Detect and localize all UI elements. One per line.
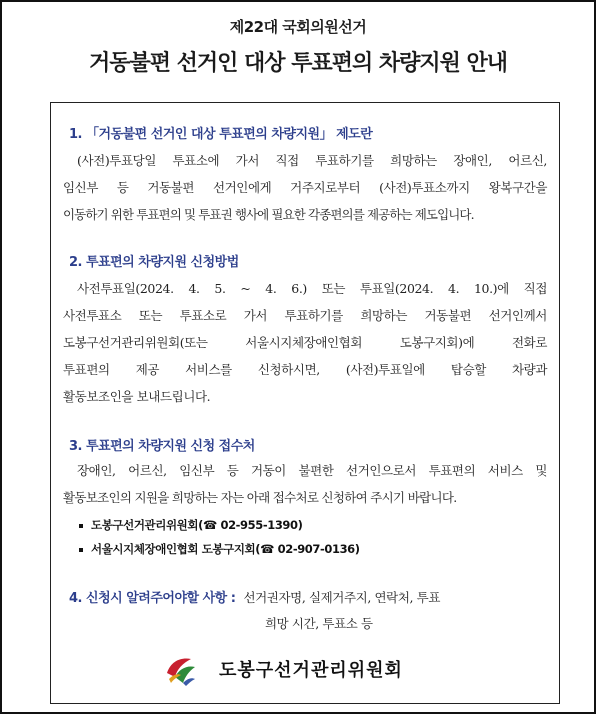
section-2-line: 활동보조인을 보내드립니다.	[63, 389, 211, 404]
election-commission-logo-icon	[161, 649, 201, 689]
bullet-square-icon	[79, 548, 83, 552]
contact-item	[79, 517, 303, 533]
section-2-line: 사전투표소 또는 투표소로 가서 투표하기를 희망하는 거동불편 선거인께서	[63, 308, 547, 323]
section-2-body	[63, 275, 547, 410]
notice-title: 거동불편 선거인 대상 투표편의 차량지원 안내	[88, 51, 508, 76]
contact-text: 서울시지체장애인협회 도봉구지회(☎ 02-907-0136)	[91, 542, 360, 556]
section-1-heading: 1. 「거동불편 선거인 대상 투표편의 차량지원」 제도란	[69, 127, 373, 142]
section-1-line: 이동하기 위한 투표편의 및 투표권 행사에 필요한 각종편의를 제공하는 제도입니다.	[63, 207, 474, 222]
organization-name: 도봉구선거관리위원회	[219, 660, 403, 681]
section-4	[69, 587, 549, 632]
section-4-value: 선거권자명, 실제거주지, 연락처, 투표	[243, 590, 441, 605]
contact-item	[79, 541, 360, 557]
section-1-body	[63, 147, 547, 228]
content-box	[50, 102, 560, 704]
section-4-heading: 4. 신청시 알려주어야할 사항 :	[69, 591, 236, 606]
contact-text: 도봉구선거관리위원회(☎ 02-955-1390)	[91, 518, 303, 532]
bullet-square-icon	[79, 524, 83, 528]
section-3-line: 장애인, 어르신, 임신부 등 거동이 불편한 선거인으로서 투표편의 서비스 및	[77, 463, 547, 478]
section-3-line: 활동보조인의 지원을 희망하는 자는 아래 접수처로 신청하여 주시기 바랍니다.	[63, 490, 457, 505]
section-3-heading: 3. 투표편의 차량지원 신청 접수처	[69, 439, 255, 454]
section-4-value-cont: 희망 시간, 투표소 등	[265, 616, 373, 631]
section-1-line: 임신부 등 거동불편 선거인에게 거주지로부터 (사전)투표소까지 왕복구간을	[63, 180, 547, 195]
section-2-line: 사전투표일(2024. 4. 5. ~ 4. 6.) 또는 투표일(2024. 4. 10.)에 직접	[77, 281, 547, 296]
section-2-heading: 2. 투표편의 차량지원 신청방법	[69, 255, 239, 270]
section-3-body	[63, 457, 547, 511]
notice-subtitle: 제22대 국회의원선거	[229, 18, 367, 36]
section-2-line: 투표편의 제공 서비스를 신청하시면, (사전)투표일에 탑승할 차량과	[63, 362, 547, 377]
section-2-line: 도봉구선거관리위원회(또는 서울시지체장애인협회 도봉구지회)에 전화로	[63, 335, 547, 350]
footer	[161, 649, 403, 689]
section-1-line: (사전)투표당일 투표소에 가서 직접 투표하기를 희망하는 장애인, 어르신,	[77, 153, 547, 168]
